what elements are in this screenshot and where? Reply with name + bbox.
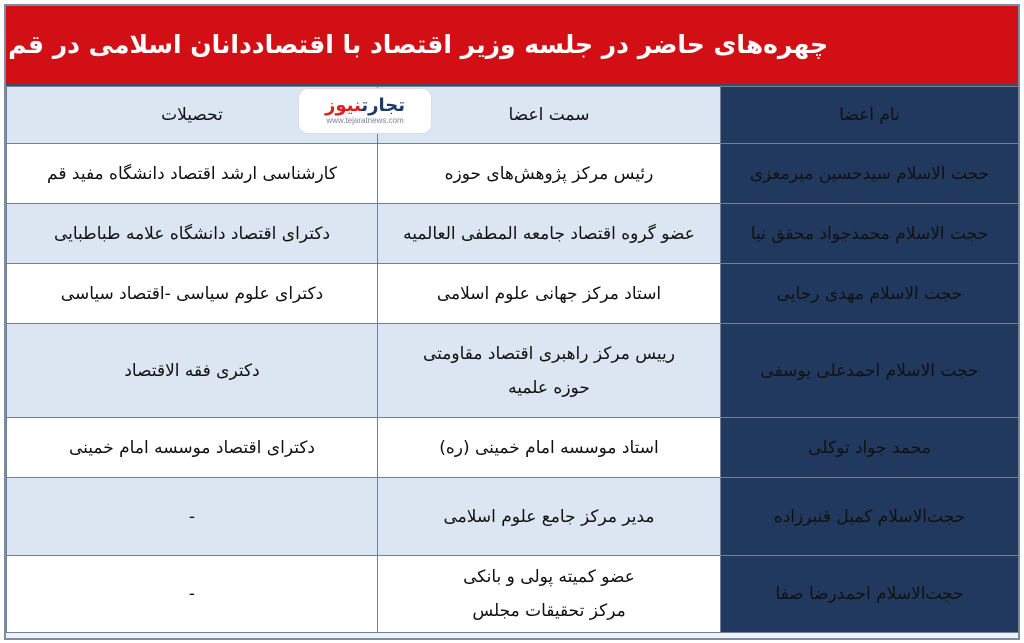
member-name: حجت الاسلام سیدحسین میرمعزی [721, 144, 1019, 204]
member-position: رئیس مرکز پژوهش‌های حوزه [378, 144, 721, 204]
member-education: دکترای اقتصاد دانشگاه علامه طباطبایی [7, 204, 378, 264]
table-row [7, 204, 1019, 264]
member-position: استاد موسسه امام خمینی (ره) [378, 418, 721, 478]
member-position [378, 324, 721, 418]
member-education: دکترای اقتصاد موسسه امام خمینی [7, 418, 378, 478]
table-row [7, 478, 1019, 556]
header-name: نام اعضا [721, 87, 1019, 144]
header-position: سمت اعضا [378, 87, 721, 144]
member-education: - [7, 556, 378, 633]
logo-brand-part2: نیوز [325, 95, 362, 116]
member-name: حجت‌الاسلام احمدرضا صفا [721, 556, 1019, 633]
member-education: دکتری فقه الاقتصاد [7, 324, 378, 418]
logo-site: www.tejaratnews.com [326, 116, 404, 125]
member-position-line2: مرکز تحقیقات مجلس [472, 601, 626, 621]
member-name: محمد جواد توکلی [721, 418, 1019, 478]
table-row [7, 264, 1019, 324]
tejaratnews-logo [298, 88, 432, 134]
member-name: حجت‌الاسلام کمیل قنبرزاده [721, 478, 1019, 556]
member-education: دکترای علوم سیاسی -اقتصاد سیاسی [7, 264, 378, 324]
member-education: کارشناسی ارشد اقتصاد دانشگاه مفید قم [7, 144, 378, 204]
member-position-line1: رییس مرکز راهبری اقتصاد مقاومتی [422, 343, 675, 364]
table-row [7, 324, 1019, 418]
member-name: حجت الاسلام احمدعلی یوسفی [721, 324, 1019, 418]
table-title: چهره‌های حاضر در جلسه وزیر اقتصاد با اقتصاددانان اسلامی در قم [6, 6, 1018, 86]
member-name: حجت الاسلام مهدی رجایی [721, 264, 1019, 324]
member-position [378, 556, 721, 633]
member-position-line2: حوزه علمیه [508, 377, 590, 398]
table-frame [4, 4, 1020, 640]
table-row [7, 556, 1019, 633]
logo-brand-part1: تجارت [361, 95, 405, 116]
member-position: مدیر مرکز جامع علوم اسلامی [378, 478, 721, 556]
header-education: تحصیلات [7, 87, 378, 144]
member-position-line1: عضو کمیته پولی و بانکی [463, 567, 635, 587]
member-position: استاد مرکز جهانی علوم اسلامی [378, 264, 721, 324]
table-row [7, 418, 1019, 478]
table-row [7, 144, 1019, 204]
member-name: حجت الاسلام محمدجواد محقق نیا [721, 204, 1019, 264]
members-table [6, 86, 1019, 633]
header-row [7, 87, 1019, 144]
member-education: - [7, 478, 378, 556]
member-position: عضو گروه اقتصاد جامعه المطفی العالمیه [378, 204, 721, 264]
